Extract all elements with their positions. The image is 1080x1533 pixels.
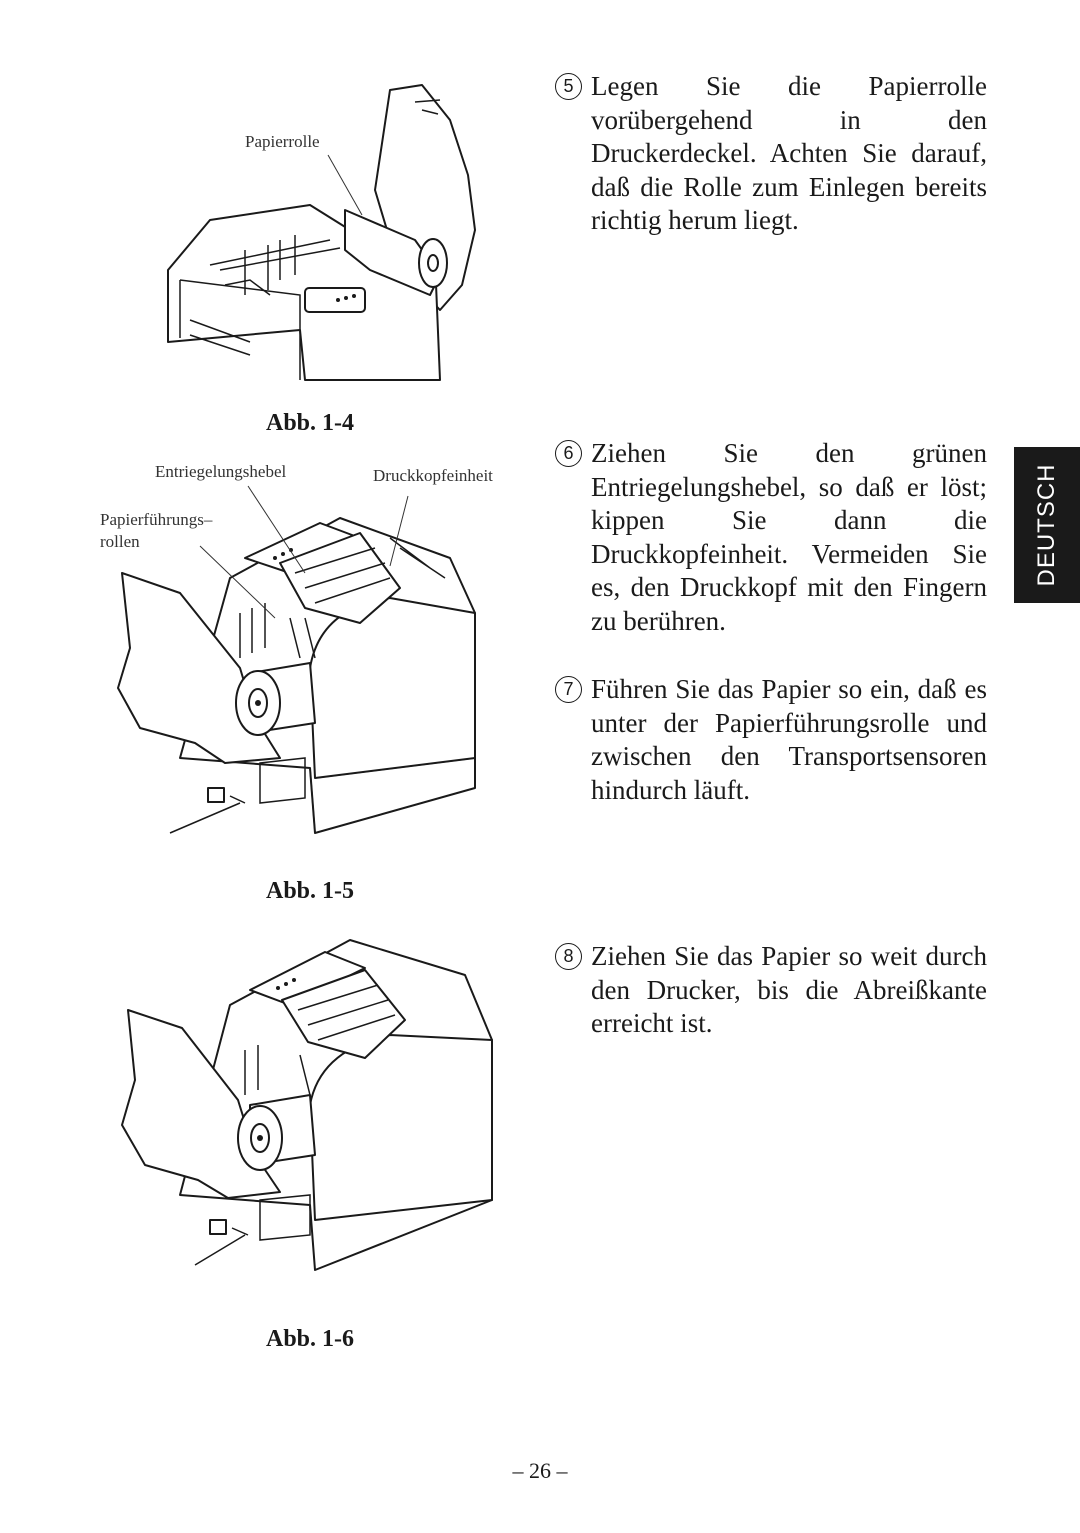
step-number: 6: [555, 440, 582, 467]
printer-illustration-paper-pulled: [110, 930, 510, 1290]
step-number: 5: [555, 73, 582, 100]
step-5: [555, 70, 987, 238]
step-7: [555, 673, 987, 807]
guide-rollers-label-line2: rollen: [100, 532, 140, 551]
figure-1-5: [100, 458, 520, 858]
figure-1-4: [150, 80, 510, 390]
paper-roll-label: Papierrolle: [245, 132, 320, 151]
step-6: [555, 437, 987, 638]
page-number: – 26 –: [512, 1458, 568, 1483]
step-8: [555, 940, 987, 1041]
step-text: Legen Sie die Papierrolle vorübergehend in den Druckerdeckel. Achten Sie darauf, daß die Rolle zum Einlegen bereits richtig herum liegt.: [591, 71, 987, 235]
step-number: 7: [555, 676, 582, 703]
step-text: Führen Sie das Papier so ein, daß es unter der Papierführungsrolle und zwischen den Transportsensoren hindurch läuft.: [591, 674, 987, 805]
figure-1-5-caption: Abb. 1-5: [265, 878, 355, 904]
figure-1-6: [110, 930, 510, 1290]
step-text: Ziehen Sie das Papier so weit durch den Drucker, bis die Abreißkante erreicht ist.: [591, 941, 987, 1038]
release-lever-label: Entriegelungshebel: [155, 462, 287, 481]
step-text: Ziehen Sie den grünen Entriegelungshebel, so daß er löst; kippen Sie dann die Druckkopfeinheit. Vermeiden Sie es, den Druckkopf mit den Fingern zu berühren.: [591, 438, 987, 636]
language-tab-label: DEUTSCH: [1033, 463, 1060, 587]
step-number: 8: [555, 943, 582, 970]
print-head-unit-label: Druckkopfeinheit: [373, 466, 493, 485]
figure-1-6-caption: Abb. 1-6: [265, 1326, 355, 1352]
figure-1-4-caption: Abb. 1-4: [265, 410, 355, 436]
guide-rollers-label-line1: Papierführungs–: [100, 510, 213, 529]
language-tab: [1014, 447, 1080, 603]
printer-illustration-roll-in-cover: [150, 80, 510, 390]
